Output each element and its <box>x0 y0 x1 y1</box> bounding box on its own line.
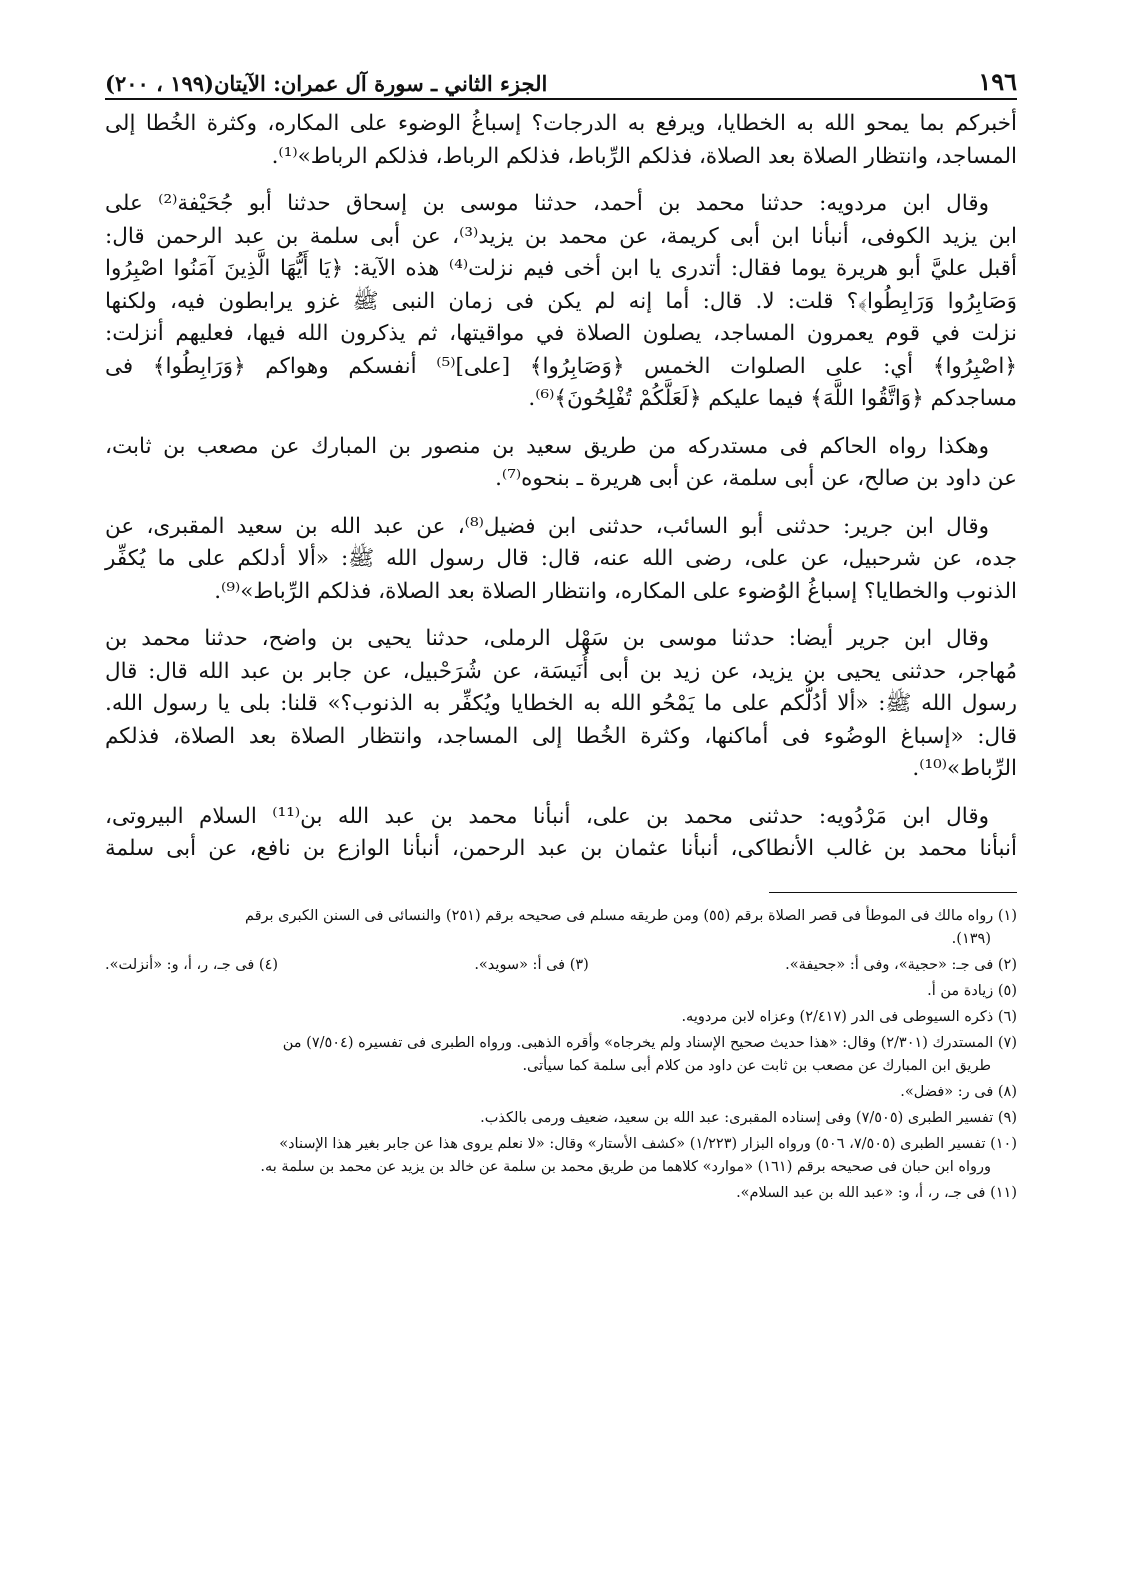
text-line: ابن يزيد الكوفى، أنبأنا ابن أبى كريمة، عن محمد بن يزيد⁽³⁾، عن أبى سلمة بن عبد الرحمن قال: <box>105 223 1018 249</box>
text-line: أقبل عليَّ أبو هريرة يوما فقال: أتدرى يا ابن أخى فيم نزلت⁽⁴⁾ هذه الآية: ﴿يَا أَيُّهَا الَّذِينَ آمَنُوا اصْبِرُوا <box>105 256 1017 281</box>
footnote-line: (١٣٩). <box>951 930 991 947</box>
main-text <box>105 108 1017 866</box>
footnote-line: ورواه ابن حبان فى صحيحه برقم (١٦١) «موارد» كلاهما من طريق محمد بن سلمة عن خالد بن يزيد عن محمد بن سلمة به. <box>260 1158 991 1175</box>
text-line: وقال ابن مردويه: حدثنا محمد بن أحمد، حدثنا موسى بن إسحاق حدثنا أبو جُحَيْفة⁽²⁾ على <box>105 191 989 216</box>
footnote-11: (١١) فى جـ، ر، أ، و: «عبد الله بن عبد السلام». <box>736 1184 1017 1201</box>
text-line: وقال ابن جرير أيضا: حدثنا موسى بن سَهْل الرملى، حدثنا يحيى بن واضح، حدثنا محمد بن <box>105 626 989 651</box>
footnote-separator <box>769 892 1017 893</box>
text-line: وقال ابن مَرْدُويه: حدثنى محمد بن على، أنبأنا محمد بن عبد الله بن⁽¹¹⁾ السلام البيروتى، <box>105 803 989 829</box>
footnote-9: (٩) تفسير الطبرى (٧/٥٠٥) وفى إسناده المقبرى: عبد الله بن سعيد، ضعيف ورمى بالكذب. <box>480 1109 1017 1126</box>
text-line: الذنوب والخطايا؟ إسباغُ الوُضوء على المكاره، وانتظار الصلاة بعد الصلاة، فذلكم الرِّباط»⁽⁹⁾. <box>214 578 1017 604</box>
text-line: رسول الله ﷺ: «ألا أدُلُّكم على ما يَمْحُو الله به الخطايا ويُكفِّر به الذنوب؟» قلنا: بلى يا رسول الله. <box>105 691 1017 716</box>
footnote-line: (١) رواه مالك فى الموطأ فى قصر الصلاة برقم (٥٥) ومن طريقه مسلم فى صحيحه برقم (٢٥١) والنسائى فى السنن الكبرى برقم <box>244 907 1017 924</box>
text-line: نزلت في قوم يعمرون المساجد، يصلون الصلاة في مواقيتها، ثم يذكرون الله فيها، فعليهم أنزلت: <box>105 321 1017 346</box>
running-header <box>105 62 1017 100</box>
footnote-1 <box>105 905 1017 951</box>
text-line: قال: «إسباغ الوضُوء فى أماكنها، وكثرة الخُطا إلى المساجد، وانتظار الصلاة بعد الصلاة، فذلكم <box>105 723 1017 749</box>
footnote-7 <box>105 1032 1017 1078</box>
footnote-10 <box>105 1133 1017 1179</box>
footnote-4: (٤) فى جـ، ر، أ، و: «أنزلت». <box>105 956 279 973</box>
book-page <box>105 62 1017 1208</box>
paragraph <box>105 511 1017 609</box>
text-line: أخبركم بما يمحو الله به الخطايا، ويرفع به الدرجات؟ إسباغُ الوضوء على المكاره، وكثرة الخُطا إلى <box>105 111 1017 136</box>
text-line: عن داود بن صالح، عن أبى سلمة، عن أبى هريرة ـ بنحوه⁽⁷⁾. <box>495 466 1017 491</box>
text-line: مساجدكم ﴿وَاتَّقُوا اللَّهَ﴾ فيما عليكم ﴿لَعَلَّكُمْ تُفْلِحُونَ﴾⁽⁶⁾. <box>528 386 1017 411</box>
footnotes <box>105 905 1017 1205</box>
footnote-line: طريق ابن المبارك عن مصعب بن ثابت عن داود من كلام أبى سلمة كما سيأتى. <box>522 1057 991 1074</box>
footnote-5: (٥) زيادة من أ. <box>927 982 1017 999</box>
text-line: أنبأنا محمد بن غالب الأنطاكى، أنبأنا عثمان بن عبد الرحمن، أنبأنا الوازع بن نافع، عن أبى سلمة <box>105 836 1017 861</box>
paragraph <box>105 431 1017 496</box>
footnote-6: (٦) ذكره السيوطى فى الدر (٢/٤١٧) وعزاه لابن مردويه. <box>681 1008 1017 1025</box>
text-line: المساجد، وانتظار الصلاة بعد الصلاة، فذلكم الرِّباط، فذلكم الرباط، فذلكم الرباط»⁽¹⁾. <box>271 143 1017 169</box>
paragraph <box>105 188 1017 416</box>
text-line: جده، عن شرحبيل، عن على، رضى الله عنه، قال: قال رسول الله ﷺ: «ألا أدلكم على ما يُكفِّر <box>105 546 1017 571</box>
paragraph <box>105 801 1017 866</box>
text-line: الرِّباط»⁽¹⁰⁾. <box>912 756 1017 781</box>
paragraph <box>105 108 1017 173</box>
footnote-3: (٣) فى أ: «سويد». <box>474 956 589 973</box>
paragraph <box>105 623 1017 786</box>
footnote-row <box>105 954 1017 977</box>
footnote-8: (٨) فى ر: «فضل». <box>900 1083 1017 1100</box>
text-line: وهكذا رواه الحاكم فى مستدركه من طريق سعيد بن منصور بن المبارك عن مصعب بن ثابت، <box>105 433 989 459</box>
text-line: مُهاجر، حدثنى يحيى بن يزيد، عن زيد بن أبى أُنَيسَة، عن شُرَحْبيل، عن جابر بن عبد الله قال: قال <box>105 658 1017 684</box>
page-number: ١٩٦ <box>978 67 1017 96</box>
text-line: وقال ابن جرير: حدثنى أبو السائب، حدثنى ابن فضيل⁽⁸⁾، عن عبد الله بن سعيد المقبرى، عن <box>105 513 989 539</box>
running-title: الجزء الثاني ـ سورة آل عمران: الآيتان(١٩٩ ، ٢٠٠) <box>105 71 548 96</box>
footnote-2: (٢) فى جـ: «حجية»، وفى أ: «جحيفة». <box>785 956 1017 973</box>
text-line: وَصَابِرُوا وَرَابِطُوا﴾؟ قلت: لا. قال: أما إنه لم يكن فى زمان النبى ﷺ غزو يرابطون فيه، ولكنها <box>105 288 1017 314</box>
text-line: ﴿اصْبِرُوا﴾ أي: على الصلوات الخمس ﴿وَصَابِرُوا﴾ [على]⁽⁵⁾ أنفسكم وهواكم ﴿وَرَابِطُوا﴾ فى <box>105 353 1017 379</box>
footnote-line: (١٠) تفسير الطبرى (٧/٥٠٥، ٥٠٦) ورواه البزار (١/٢٢٣) «كشف الأستار» وقال: «لا نعلم يروى هذا عن جابر بغير هذا الإسناد» <box>279 1135 1017 1152</box>
footnote-line: (٧) المستدرك (٢/٣٠١) وقال: «هذا حديث صحيح الإسناد ولم يخرجاه» وأقره الذهبى. ورواه الطبرى فى تفسيره (٧/٥٠٤) من <box>282 1034 1017 1051</box>
